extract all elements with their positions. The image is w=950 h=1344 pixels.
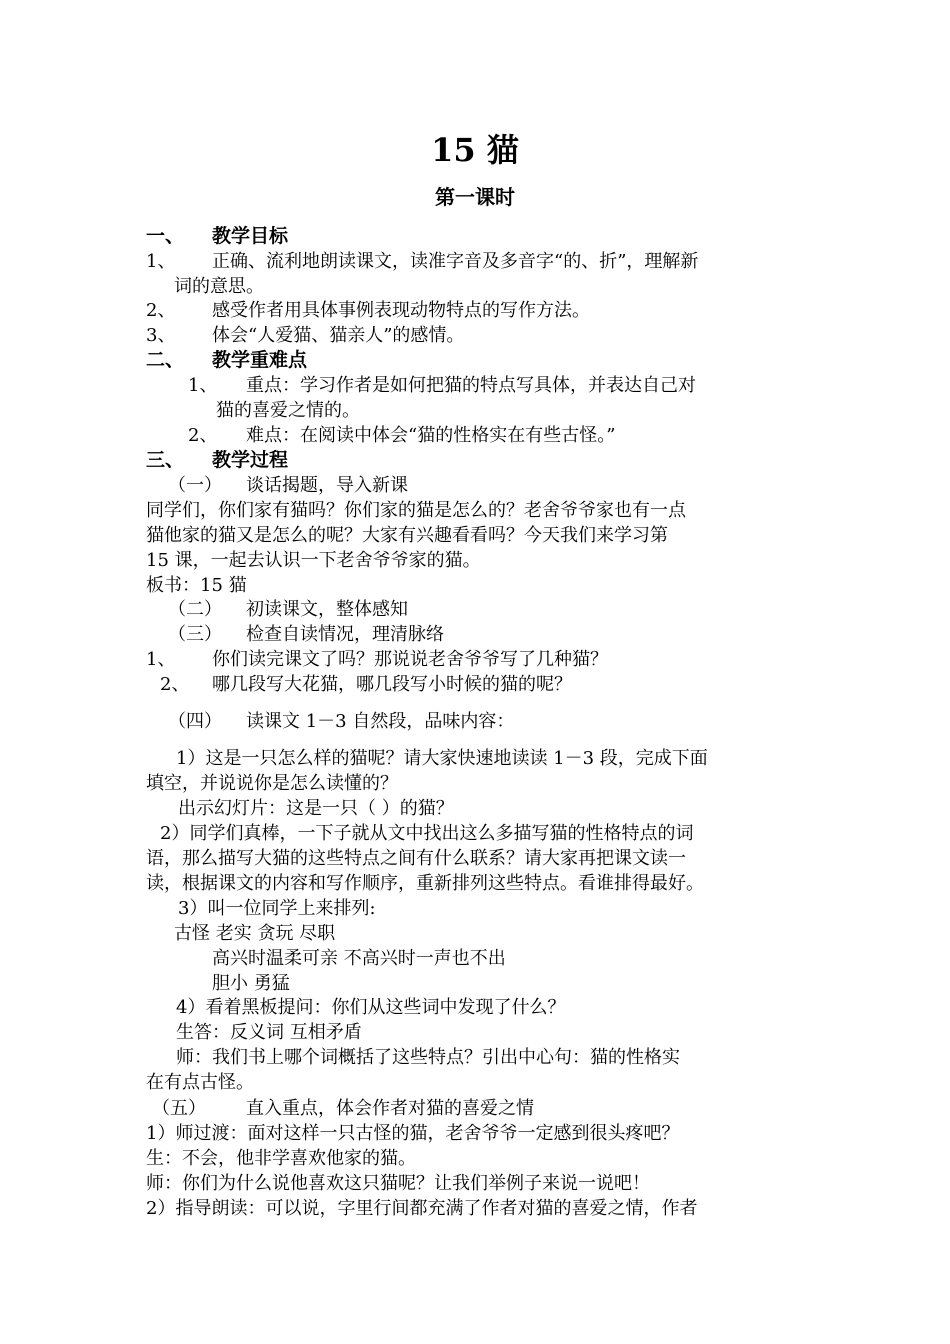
step-4-title: 读课文 1－3 自然段，品味内容： (246, 711, 515, 732)
step-5-line-2: 生：不会，他非学喜欢他家的猫。 (146, 1148, 416, 1169)
intro-line-3: 15 课，一起去认识一下老舍爷爷家的猫。 (146, 550, 481, 571)
step-2-title: 初读课文，整体感知 (246, 599, 408, 620)
key-point-2-number: 2、 (188, 425, 218, 446)
paragraph-2-line-3: 读，根据课文的内容和写作顺序，重新排列这些特点。看谁排得最好。 (146, 873, 704, 894)
page-title: 15 猫 (431, 131, 519, 169)
word-list-2: 高兴时温柔可亲 不高兴时一声也不出 (212, 948, 506, 969)
step-2-number: （二） (168, 599, 222, 620)
section-2-heading: 教学重难点 (212, 349, 308, 371)
word-list-1: 古怪 老实 贪玩 尽职 (174, 923, 336, 944)
step-1-title: 谈话揭题，导入新课 (246, 475, 408, 496)
section-3-number: 三、 (146, 449, 185, 471)
step-3-title: 检查自读情况，理清脉络 (246, 624, 444, 645)
paragraph-2-line-2: 语，那么描写大猫的这些特点之间有什么联系？请大家再把课文读一 (146, 848, 686, 869)
word-list-3: 胆小 勇猛 (212, 973, 290, 994)
question-2-number: 2、 (160, 674, 190, 695)
goal-2-text: 感受作者用具体事例表现动物特点的写作方法。 (212, 300, 590, 321)
question-1-number: 1、 (146, 649, 176, 670)
section-2-number: 二、 (146, 349, 185, 371)
section-1-heading: 教学目标 (212, 225, 289, 247)
key-point-1-text-cont: 猫的喜爱之情的。 (216, 400, 360, 421)
step-5-number: （五） (152, 1098, 206, 1119)
teacher-line-1: 师：我们书上哪个词概括了这些特点？引出中心句：猫的性格实 (176, 1047, 680, 1068)
goal-1-number: 1、 (146, 251, 176, 272)
step-5-title: 直入重点，体会作者对猫的喜爱之情 (246, 1098, 534, 1119)
teacher-line-2: 在有点古怪。 (146, 1072, 254, 1093)
blackboard-note: 板书：15 猫 (146, 575, 247, 596)
paragraph-2-line-1: 2）同学们真棒，一下子就从文中找出这么多描写猫的性格特点的词 (160, 823, 694, 844)
key-point-2-text: 难点：在阅读中体会“猫的性格实在有些古怪。” (246, 425, 616, 446)
goal-2-number: 2、 (146, 300, 176, 321)
section-3-heading: 教学过程 (212, 449, 289, 471)
question-1-text: 你们读完课文了吗？那说说老舍爷爷写了几种猫？ (212, 649, 608, 670)
question-2-text: 哪几段写大花猫，哪几段写小时候的猫的呢？ (212, 674, 572, 695)
slide-prompt: 出示幻灯片：这是一只（ ）的猫？ (178, 798, 454, 819)
goal-1-text-cont: 词的意思。 (174, 276, 264, 297)
paragraph-1-line-2: 填空，并说说你是怎么读懂的？ (146, 773, 398, 794)
key-point-1-number: 1、 (188, 375, 218, 396)
step-4-number: （四） (168, 711, 222, 732)
goal-3-text: 体会“人爱猫、猫亲人”的感情。 (212, 325, 465, 346)
paragraph-3: 3）叫一位同学上来排列: (178, 898, 376, 919)
key-point-1-text: 重点：学习作者是如何把猫的特点写具体，并表达自己对 (246, 375, 696, 396)
step-1-number: （一） (168, 475, 222, 496)
step-5-line-1: 1）师过渡：面对这样一只古怪的猫，老舍爷爷一定感到很头疼吧？ (146, 1123, 680, 1144)
section-1-number: 一、 (146, 225, 185, 247)
step-3-number: （三） (168, 624, 222, 645)
page-subtitle: 第一课时 (435, 185, 515, 209)
student-answer: 生答：反义词 互相矛盾 (176, 1022, 362, 1043)
goal-3-number: 3、 (146, 325, 176, 346)
paragraph-4: 4）看着黑板提问：你们从这些词中发现了什么？ (176, 997, 566, 1018)
intro-line-1: 同学们，你们家有猫吗？你们家的猫是怎么的？老舍爷爷家也有一点 (146, 500, 686, 521)
goal-1-text: 正确、流利地朗读课文，读准字音及多音字“的、折”，理解新 (212, 251, 699, 272)
intro-line-2: 猫他家的猫又是怎么的呢？大家有兴趣看看吗？今天我们来学习第 (146, 525, 668, 546)
step-5-line-4: 2）指导朗读：可以说，字里行间都充满了作者对猫的喜爱之情，作者 (146, 1198, 698, 1219)
paragraph-1-line-1: 1）这是一只怎么样的猫呢？请大家快速地读读 1－3 段，完成下面 (176, 748, 708, 769)
step-5-line-3: 师：你们为什么说他喜欢这只猫呢？让我们举例子来说一说吧！ (146, 1173, 650, 1194)
